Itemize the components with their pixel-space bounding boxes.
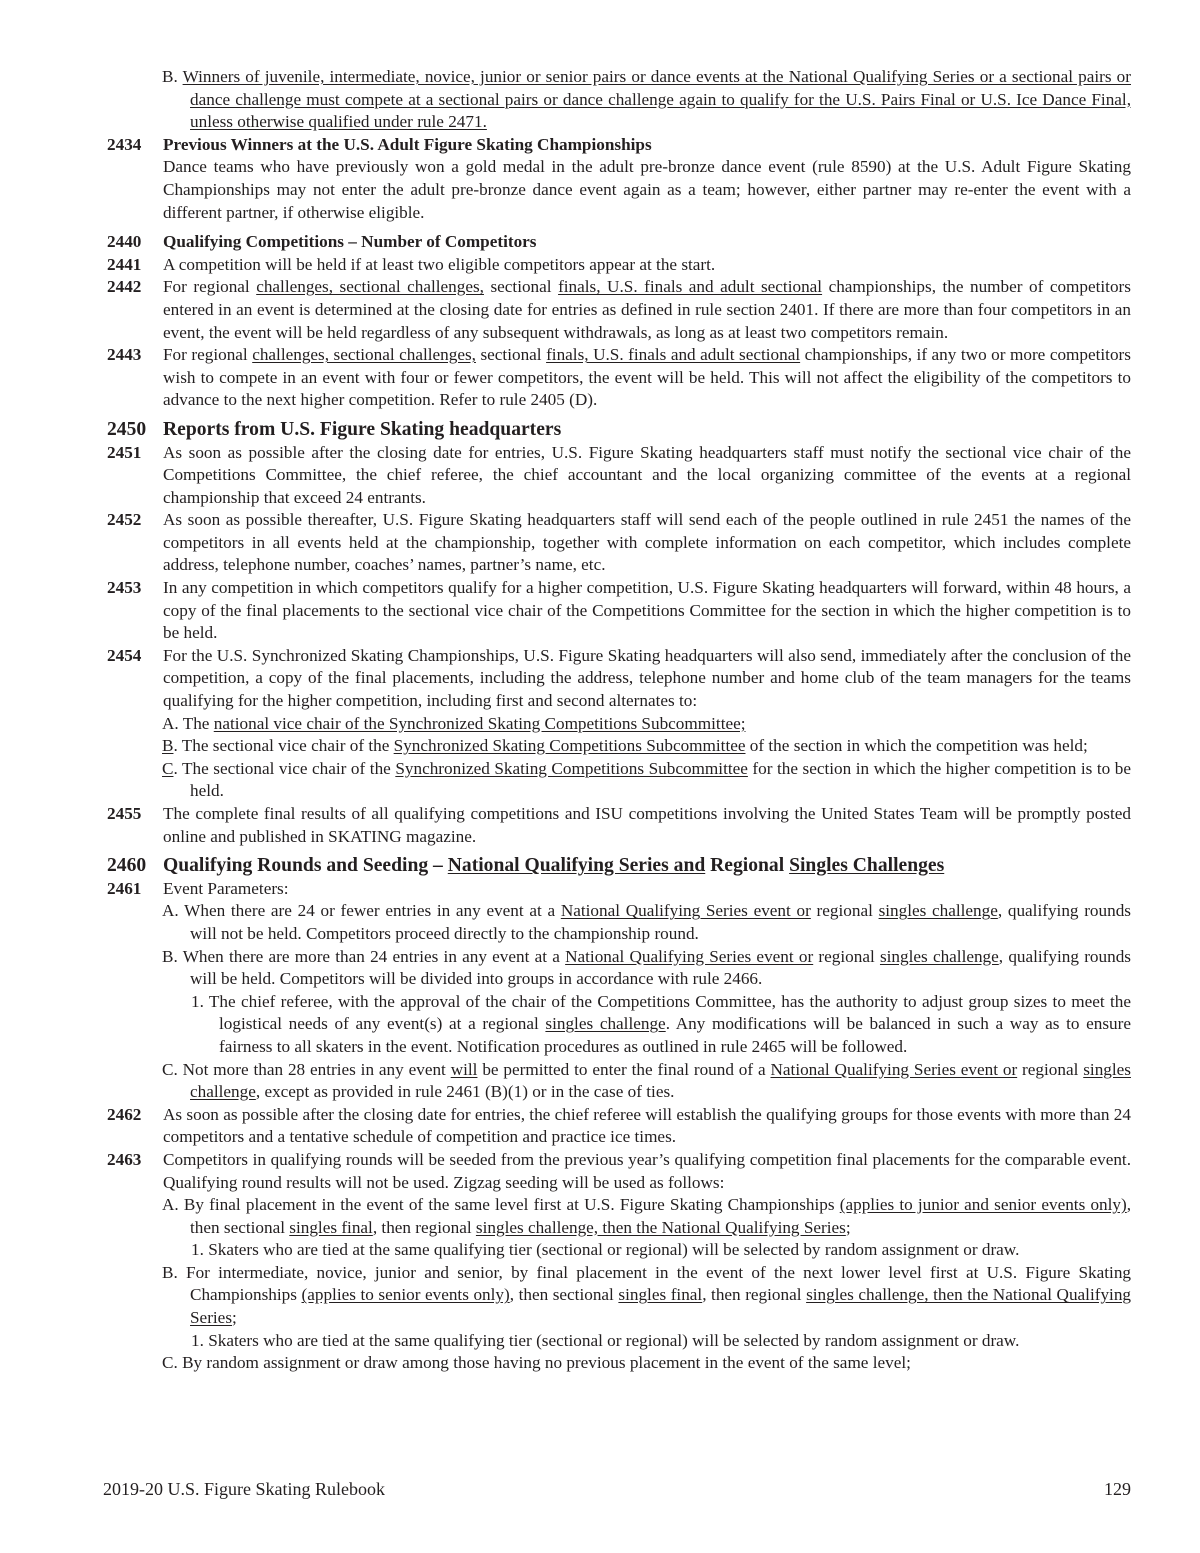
rule-2440-heading — [107, 231, 1131, 254]
rule-text: Competitors in qualifying rounds will be seeded from the previous year’s qualifying competition final placements for the comparable event. Qualifying round results will not be used. Zigzag seeding will be used as follows: — [163, 1149, 1131, 1192]
rule-text: In any competition in which competitors qualify for a higher competition, U.S. Figure Skating headquarters will forward, within 48 hours, a copy of the final placements to the sectional vice chair of the Competitions Committee for the section in which the higher competition is to be held. — [163, 578, 1131, 643]
rule-number: 2460 — [107, 855, 147, 877]
rule-2434-heading — [107, 134, 1131, 157]
rule-2461-item-a: A. When there are 24 or fewer entries in any event at a National Qualifying Series event or regional singles challenge, qualifying rounds will not be held. Competitors proceed directly to the championship round. — [162, 901, 1131, 943]
rule-number: 2443 — [107, 345, 142, 365]
rule-2441 — [107, 254, 1131, 277]
rule-number: 2441 — [107, 254, 142, 274]
section-title: Qualifying Rounds and Seeding – National Qualifying Series and Regional Singles Challenges — [163, 855, 945, 877]
rule-2461-item-c: C. Not more than 28 entries in any event will be permitted to enter the final round of a National Qualifying Series event or regional singles challenge, except as provided in rule 2461 (B)(1) or in the case of ties. — [162, 1059, 1131, 1102]
rule-number: 2454 — [107, 645, 142, 665]
rule-2451 — [107, 442, 1131, 510]
rule-title: Qualifying Competitions – Number of Competitors — [163, 232, 537, 252]
section-title: Reports from U.S. Figure Skating headquarters — [163, 418, 562, 440]
rule-number: 2453 — [107, 578, 142, 598]
rule-text: For regional challenges, sectional challenges, sectional finals, U.S. finals and adult sectional championships, if any two or more competitors wish to compete in an event with four or fewer competitors, the event will be held. This will not affect the eligibility of the competitors to advance to the next higher competition. Refer to rule 2405 (D). — [163, 345, 1131, 410]
rule-number: 2462 — [107, 1104, 142, 1124]
rule-2462 — [107, 1104, 1131, 1149]
rule-2454-item-b: B. The sectional vice chair of the Synchronized Skating Competitions Subcommittee of the section in which the competition was held; — [162, 736, 1088, 756]
rule-number: 2440 — [107, 232, 142, 252]
rule-text: For the U.S. Synchronized Skating Championships, U.S. Figure Skating headquarters will also send, immediately after the conclusion of the competition, a copy of the final placements, including the address, telephone number and home club of the team managers for the teams qualifying for the higher competition, including first and second alternates to: — [163, 645, 1131, 711]
page-footer — [103, 1478, 1131, 1501]
rule-2463-item-a1: 1. Skaters who are tied at the same qualifying tier (sectional or regional) will be selected by random assignment or draw. — [191, 1240, 1020, 1260]
rule-2463-item-b: B. For intermediate, novice, junior and senior, by final placement in the event of the next lower level first at U.S. Figure Skating Championships (applies to senior events only), then sectional singles final, then regional singles challenge, then the National Qualifying Series; — [162, 1262, 1132, 1328]
rule-2463-item-a: A. By final placement in the event of the same level first at U.S. Figure Skating Championships (applies to junior and senior events only), then sectional singles final, then regional singles challenge, then the National Qualifying Series; — [162, 1195, 1132, 1237]
rule-2442 — [107, 276, 1131, 344]
rule-2434-text: Dance teams who have previously won a gold medal in the adult pre-bronze dance event (rule 8590) at the U.S. Adult Figure Skating Championships may not enter the adult pre-bronze dance event again as a team; however, either partner may re-enter the event with a different partner, if otherwise eligible. — [163, 157, 1131, 222]
rule-2450-heading — [107, 419, 1131, 442]
rule-2454 — [107, 645, 1131, 713]
rule-text: As soon as possible after the closing date for entries, the chief referee will establish the qualifying groups for those events with more than 24 competitors and a tentative schedule of competition and practice ice times. — [163, 1104, 1131, 1147]
rule-2463-item-c: C. By random assignment or draw among those having no previous placement in the event of the same level; — [162, 1353, 911, 1373]
page-number: 129 — [1104, 1479, 1131, 1499]
rule-number: 2452 — [107, 510, 142, 530]
rule-text: As soon as possible after the closing date for entries, U.S. Figure Skating headquarters staff must notify the sectional vice chair of the Competitions Committee, the chief referee, the chief accountant and the local organizing committee of the events at a regional championship that exceed 24 entrants. — [163, 442, 1131, 507]
rule-2433-item-b — [107, 66, 1131, 134]
rule-2460-heading — [107, 855, 1131, 878]
rule-text: The complete final results of all qualifying competitions and ISU competitions involving the United States Team will be promptly posted online and published in SKATING magazine. — [163, 804, 1131, 846]
rule-2463 — [107, 1149, 1131, 1194]
rule-title: Previous Winners at the U.S. Adult Figure Skating Championships — [163, 134, 652, 154]
rule-2454-item-a: A. The national vice chair of the Synchronized Skating Competitions Subcommittee; — [162, 713, 746, 733]
rule-text: For regional challenges, sectional challenges, sectional finals, U.S. finals and adult sectional championships, the number of competitors entered in an event is determined at the closing date for entries as defined in rule section 2401. If there are more than four competitors in an event, the event will be held regardless of any subsequent withdrawals, as long as at least two competitors remain. — [163, 277, 1131, 342]
rule-2443 — [107, 344, 1131, 412]
rulebook-title: 2019-20 U.S. Figure Skating Rulebook — [103, 1479, 385, 1499]
rule-text: Event Parameters: — [163, 878, 289, 898]
rule-number: 2455 — [107, 804, 142, 823]
item-marker: B. — [162, 67, 178, 86]
rule-number: 2451 — [107, 442, 142, 462]
rule-number: 2463 — [107, 1149, 142, 1169]
rule-2461-item-b1: 1. The chief referee, with the approval of the chair of the Competitions Committee, has the authority to adjust group sizes to meet the logistical needs of any event(s) at a regional singles challenge. Any modifications will be balanced in such a way as to ensure fairness to all skaters in the event. Notification procedures as outlined in rule 2465 will be followed. — [191, 991, 1131, 1056]
rule-number: 2461 — [107, 878, 142, 898]
rule-text: As soon as possible thereafter, U.S. Figure Skating headquarters staff will send each of the people outlined in rule 2451 the names of the competitors in all events held at the championship, together with complete information on each competitor, which includes complete address, telephone number, coaches’ names, partner’s name, etc. — [163, 510, 1131, 575]
rule-2463-item-b1: 1. Skaters who are tied at the same qualifying tier (sectional or regional) will be selected by random assignment or draw. — [191, 1330, 1020, 1350]
rule-2453 — [107, 577, 1131, 645]
rule-2461 — [107, 878, 1131, 901]
rule-number: 2434 — [107, 134, 142, 154]
rule-number: 2450 — [107, 418, 147, 440]
rulebook-page — [107, 66, 1131, 1375]
rule-2454-item-c: C. The sectional vice chair of the Synchronized Skating Competitions Subcommittee for the section in which the higher competition is to be held. — [162, 758, 1131, 801]
rule-2455 — [107, 803, 1131, 848]
rule-2461-item-b: B. When there are more than 24 entries in any event at a National Qualifying Series event or regional singles challenge, qualifying rounds will be held. Competitors will be divided into groups in accordance with rule 2466. — [162, 946, 1131, 989]
rule-number: 2442 — [107, 277, 142, 297]
rule-text: A competition will be held if at least two eligible competitors appear at the start. — [163, 254, 716, 274]
amended-text: Winners of juvenile, intermediate, novice, junior or senior pairs or dance events at the National Qualifying Series or a sectional pairs or dance challenge must compete at a sectional pairs or dance challenge again to qualify for the U.S. Pairs Final or U.S. Ice Dance Final, unless otherwise qualified under rule 2471. — [182, 67, 1131, 132]
rule-2452 — [107, 509, 1131, 577]
